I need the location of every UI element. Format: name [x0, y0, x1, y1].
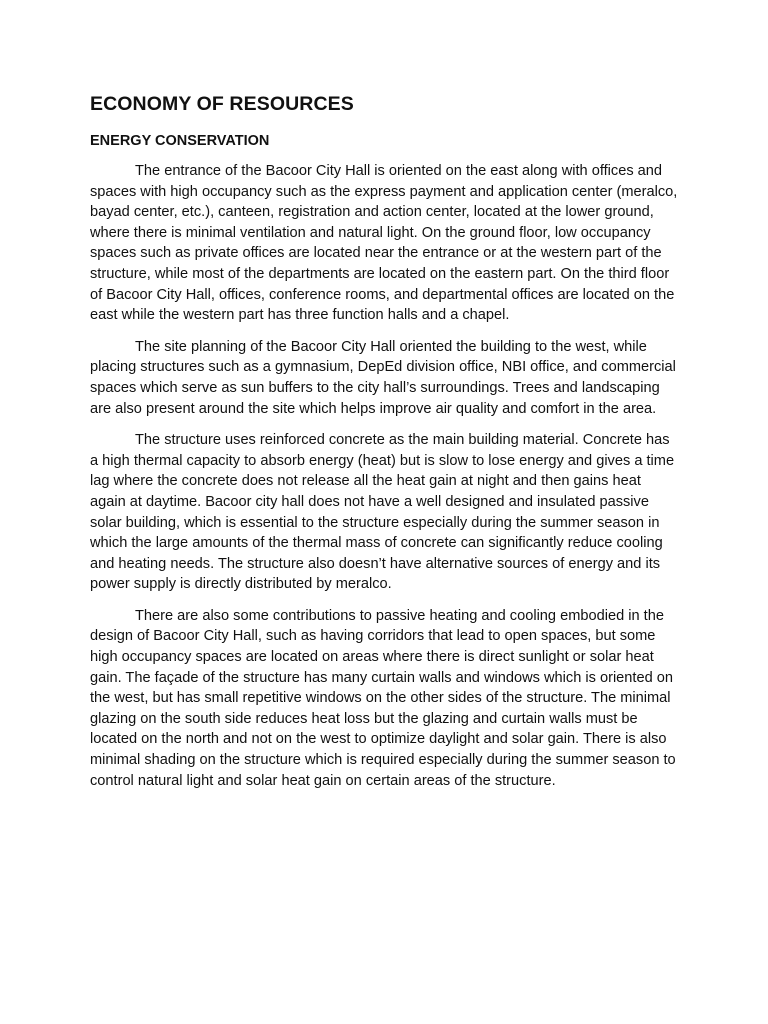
- section-heading: ENERGY CONSERVATION: [90, 133, 270, 149]
- paragraph-2: The site planning of the Bacoor City Hall oriented the building to the west, while placing structures such as a gymnasium, DepEd division office, NBI office, and commercial spaces which serve as sun buffers to the city hall’s surroundings. Trees and landscaping are also present around the site which helps improve air quality and comfort in the area.: [90, 338, 676, 417]
- paragraph-4: There are also some contributions to passive heating and cooling embodied in the design of Bacoor City Hall, such as having corridors that lead to open spaces, but some high occupancy spaces are located on areas where there is direct sunlight or solar heat gain. The façade of the structure has many curtain walls and windows which is oriented on the west, but has small repetitive windows on the other sides of the structure. The minimal glazing on the south side reduces heat loss but the glazing and curtain walls must be located on the north and not on the west to optimize daylight and solar gain. There is also minimal shading on the structure which is required especially during the summer season to control natural light and solar heat gain on certain areas of the structure.: [90, 607, 676, 789]
- paragraph-3: The structure uses reinforced concrete as the main building material. Concrete has a high thermal capacity to absorb energy (heat) but is slow to lose energy and gives a time lag where the concrete does not release all the heat gain at night and then gains heat again at daytime. Bacoor city hall does not have a well designed and insulated passive solar building, which is essential to the structure especially during the summer season in which the large amounts of the thermal mass of concrete can significantly reduce cooling and heating needs. The structure also doesn’t have alternative sources of energy and its power supply is directly distributed by meralco.: [90, 432, 675, 593]
- paragraph-1: The entrance of the Bacoor City Hall is oriented on the east along with offices and spaces with high occupancy such as the express payment and application center (meralco, bayad center, etc.), canteen, registration and action center, located at the lower ground, where there is minimal ventilation and natural light. On the ground floor, low occupancy spaces such as private offices are located near the entrance or at the western part of the structure, while most of the departments are located on the eastern part. On the third floor of Bacoor City Hall, offices, conference rooms, and departmental offices are located on the east while the western part has three function halls and a chapel.: [90, 163, 678, 324]
- document-title: ECONOMY OF RESOURCES: [90, 93, 354, 115]
- document-page: [90, 91, 680, 802]
